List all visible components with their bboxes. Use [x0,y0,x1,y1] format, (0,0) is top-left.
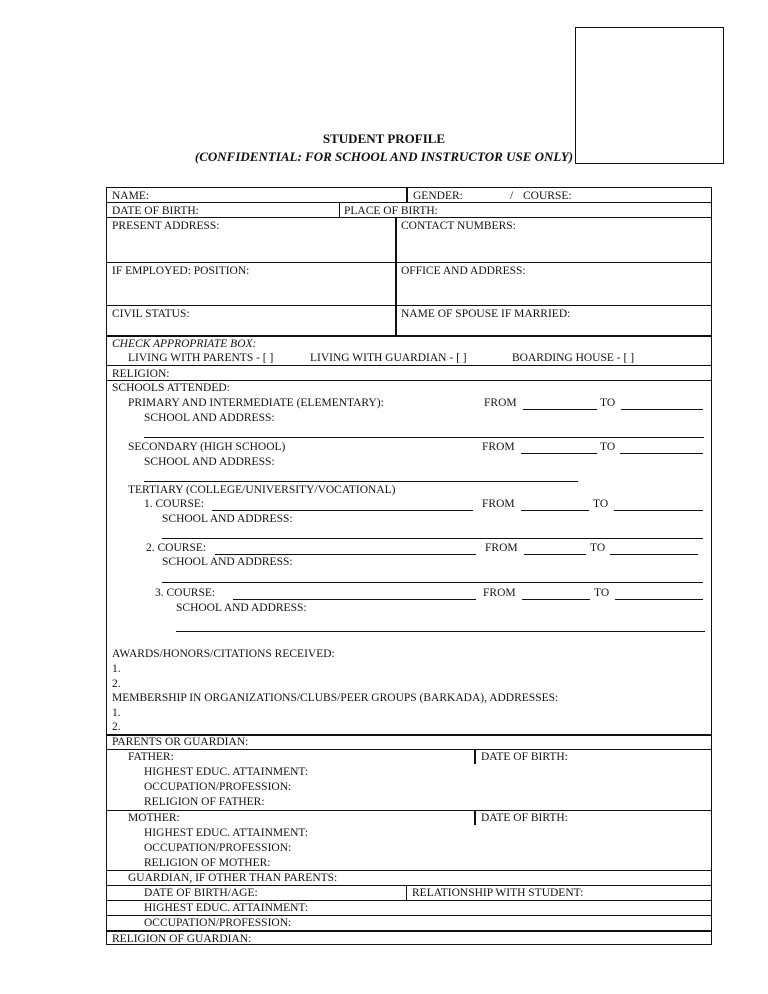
father-label: FATHER: [128,751,174,763]
secondary-from-line[interactable] [521,453,597,454]
mother-dob-label: DATE OF BIRTH: [481,812,568,824]
course-1-address-line[interactable] [162,538,703,539]
primary-address-line[interactable] [144,437,704,438]
parents-heading: PARENTS OR GUARDIAN: [112,736,249,748]
secondary-to-line[interactable] [620,453,703,454]
civil-status-label: CIVIL STATUS: [112,308,190,320]
employed-position-label: IF EMPLOYED: POSITION: [112,265,250,277]
membership-heading: MEMBERSHIP IN ORGANIZATIONS/CLUBS/PEER GROUPS (BARKADA), ADDRESSES: [112,692,559,704]
rule [106,262,712,263]
course-3-address-line[interactable] [176,631,705,632]
course-3-from-line[interactable] [522,599,590,600]
place-of-birth-label: PLACE OF BIRTH: [344,205,438,217]
primary-from-line[interactable] [523,409,597,410]
dob-label: DATE OF BIRTH: [112,205,199,217]
secondary-school-address-label: SCHOOL AND ADDRESS: [144,456,275,468]
secondary-from-label: FROM [482,441,515,453]
course-1-to-label: TO [593,498,609,510]
living-with-parents-option[interactable]: LIVING WITH PARENTS - [ ] [128,352,274,364]
course-2-from-line[interactable] [524,554,586,555]
course-3-to-label: TO [594,587,610,599]
primary-to-line[interactable] [621,409,703,410]
guardian-education-label: HIGHEST EDUC. ATTAINMENT: [144,902,309,914]
primary-to-label: TO [600,397,616,409]
course-2-school-address-label: SCHOOL AND ADDRESS: [162,556,293,568]
secondary-label: SECONDARY (HIGH SCHOOL) [128,441,286,453]
cell-divider [406,187,408,202]
rule [106,749,712,750]
course-2-from-label: FROM [485,542,518,554]
membership-item-1: 1. [112,707,121,719]
course-2-to-line[interactable] [610,554,698,555]
cell-divider [339,202,340,217]
father-education-label: HIGHEST EDUC. ATTAINMENT: [144,766,309,778]
rule [106,365,712,366]
course-1-to-line[interactable] [614,510,703,511]
gender-slash: / [510,190,514,202]
mother-religion-label: RELIGION OF MOTHER: [144,857,271,869]
present-address-label: PRESENT ADDRESS: [112,220,220,232]
father-dob-label: DATE OF BIRTH: [481,751,568,763]
tertiary-label: TERTIARY (COLLEGE/UNIVERSITY/VOCATIONAL) [128,484,396,496]
award-item-2: 2. [112,678,121,690]
primary-label: PRIMARY AND INTERMEDIATE (ELEMENTARY): [128,397,384,409]
course-1-school-address-label: SCHOOL AND ADDRESS: [162,513,293,525]
spouse-label: NAME OF SPOUSE IF MARRIED: [401,308,571,320]
rule [106,810,712,811]
course-1-from-line[interactable] [521,510,589,511]
check-box-instruction: CHECK APPROPRIATE BOX: [112,338,257,350]
course-1-from-label: FROM [482,498,515,510]
religion-label: RELIGION: [112,368,170,380]
guardian-relationship-label: RELATIONSHIP WITH STUDENT: [412,887,584,899]
living-with-guardian-option[interactable]: LIVING WITH GUARDIAN - [ ] [310,352,467,364]
awards-heading: AWARDS/HONORS/CITATIONS RECEIVED: [112,648,335,660]
cell-divider [395,217,397,335]
course-2-label: 2. COURSE: [146,542,207,554]
schools-heading: SCHOOLS ATTENDED: [112,382,230,394]
mother-occupation-label: OCCUPATION/PROFESSION: [144,842,292,854]
course-2-to-label: TO [590,542,606,554]
course-3-from-label: FROM [483,587,516,599]
membership-item-2: 2. [112,721,121,733]
cell-divider [474,749,476,764]
rule [106,202,712,203]
guardian-dob-age-label: DATE OF BIRTH/AGE: [144,887,258,899]
boarding-house-option[interactable]: BOARDING HOUSE - [ ] [512,352,635,364]
course-3-school-address-label: SCHOOL AND ADDRESS: [176,602,307,614]
guardian-occupation-label: OCCUPATION/PROFESSION: [144,917,292,929]
gender-label: GENDER: [413,190,463,202]
office-address-label: OFFICE AND ADDRESS: [401,265,526,277]
contact-numbers-label: CONTACT NUMBERS: [401,220,516,232]
secondary-address-line[interactable] [144,481,578,482]
award-item-1: 1. [112,663,121,675]
cell-divider [474,810,476,825]
father-occupation-label: OCCUPATION/PROFESSION: [144,781,292,793]
page-subtitle: (CONFIDENTIAL: FOR SCHOOL AND INSTRUCTOR USE ONLY) [194,149,574,164]
page-title: STUDENT PROFILE [322,131,446,146]
mother-label: MOTHER: [128,812,180,824]
mother-education-label: HIGHEST EDUC. ATTAINMENT: [144,827,309,839]
course-3-line[interactable] [233,599,476,600]
rule [106,305,712,306]
course-1-line[interactable] [212,510,473,511]
secondary-to-label: TO [600,441,616,453]
father-religion-label: RELIGION OF FATHER: [144,796,265,808]
guardian-heading: GUARDIAN, IF OTHER THAN PARENTS: [128,872,338,884]
primary-from-label: FROM [484,397,517,409]
guardian-religion-label: RELIGION OF GUARDIAN: [112,933,252,945]
name-label: NAME: [112,190,150,202]
course-label: COURSE: [523,190,572,202]
cell-divider [406,885,407,900]
course-2-address-line[interactable] [162,582,703,583]
course-1-label: 1. COURSE: [144,498,205,510]
course-3-label: 3. COURSE: [155,587,216,599]
primary-school-address-label: SCHOOL AND ADDRESS: [144,412,275,424]
course-3-to-line[interactable] [615,599,703,600]
